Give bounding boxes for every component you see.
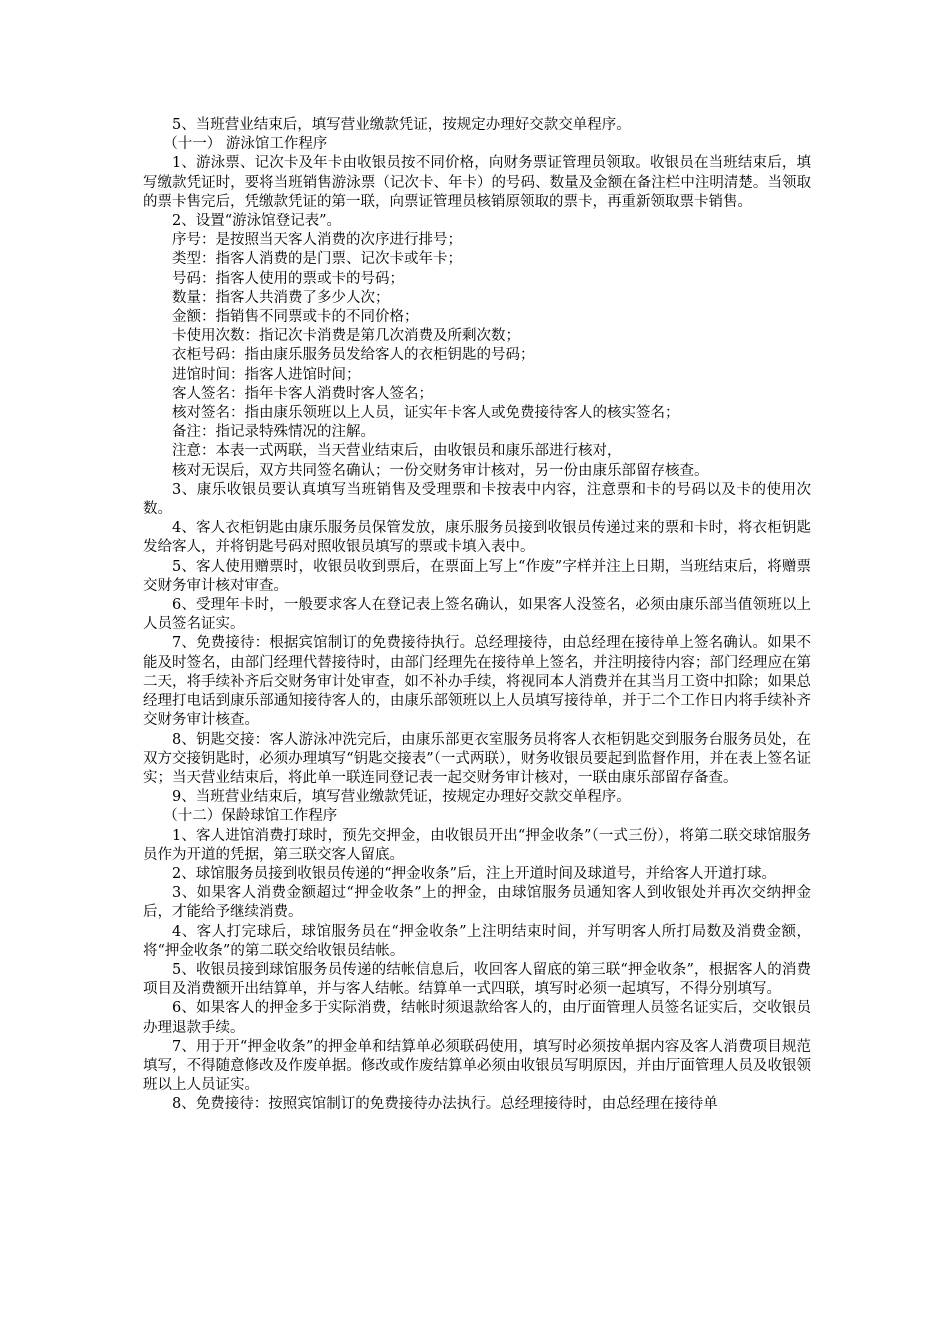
paragraph: 8、钥匙交接：客人游泳冲洗完后，由康乐部更衣室服务员将客人衣柜钥匙交到服务台服务员处，在双方交接钥匙时，必须办理填写“钥匙交接表”（一式两联），财务收银员要起到监督作用，并在表上签名证实；当天营业结束后，将此单一联连同登记表一起交财务审计核对，一联由康乐部留存备查。 [143, 731, 811, 786]
paragraph: 1、客人进馆消费打球时，预先交押金，由收银员开出“押金收条”（一式三份），将第二联交球馆服务员作为开道的凭据，第三联交客人留底。 [143, 827, 811, 863]
paragraph: 5、客人使用赠票时，收银员收到票后，在票面上写上“作废”字样并注上日期，当班结束后，将赠票交财务审计核对审查。 [143, 558, 811, 594]
paragraph: 5、当班营业结束后，填写营业缴款凭证，按规定办理好交款交单程序。 [172, 117, 631, 133]
paragraph: 4、客人衣柜钥匙由康乐服务员保管发放，康乐服务员接到收银员传递过来的票和卡时，将衣柜钥匙发给客人，并将钥匙号码对照收银员填写的票或卡填入表中。 [143, 520, 811, 556]
paragraph: 7、用于开“押金收条”的押金单和结算单必须联码使用，填写时必须按单据内容及客人消费项目规范填写，不得随意修改及作废单据。修改或作废结算单必须由收银员写明原因，并由厅面管理人员及收银领班以上人员证实。 [143, 1038, 811, 1094]
paragraph: 3、如果客人消费金额超过“押金收条”上的押金，由球馆服务员通知客人到收银处并再次交纳押金后，才能给予继续消费。 [143, 885, 811, 921]
paragraph: 号码：指客人使用的票或卡的号码； [172, 270, 404, 287]
paragraph: 数量：指客人共消费了多少人次； [172, 289, 390, 306]
paragraph: 8、免费接待：按照宾馆制订的免费接待办法执行。总经理接待时，由总经理在接待单 [172, 1096, 718, 1113]
document-page [143, 116, 811, 1115]
paragraph: 6、受理年卡时，一般要求客人在登记表上签名确认，如果客人没签名，必须由康乐部当值领班以上人员签名证实。 [143, 597, 811, 633]
paragraph: 核对无误后，双方共同签名确认；一份交财务审计核对，另一份由康乐部留存核查。 [172, 462, 709, 479]
paragraph: 卡使用次数：指记次卡消费是第几次消费及所剩次数； [172, 328, 520, 345]
paragraph: 4、客人打完球后，球馆服务员在“押金收条”上注明结束时间，并写明客人所打局数及消费金额，将“押金收条”的第二联交给收银员结帐。 [143, 923, 811, 959]
paragraph: 进馆时间：指客人进馆时间； [172, 366, 361, 383]
paragraph: 3、康乐收银员要认真填写当班销售及受理票和卡按表中内容，注意票和卡的号码以及卡的使用次数。 [143, 481, 811, 518]
paragraph: 9、当班营业结束后，填写营业缴款凭证，按规定办理好交款交单程序。 [172, 789, 631, 806]
section-heading: （十一） 游泳馆工作程序 [163, 136, 328, 153]
paragraph: 5、收银员接到球馆服务员传递的结帐信息后，收回客人留底的第三联“押金收条”，根据客人的消费项目及消费额开出结算单，并与客人结帐。结算单一式四联，填写时必须一起填写，不得分别填写。 [143, 961, 811, 998]
paragraph: 6、如果客人的押金多于实际消费，结帐时须退款给客人的，由厅面管理人员签名证实后，交收银员办理退款手续。 [143, 1000, 811, 1036]
paragraph: 客人签名：指年卡客人消费时客人签名； [172, 385, 433, 402]
paragraph: 类型：指客人消费的是门票、记次卡或年卡； [172, 251, 462, 268]
paragraph: 2、球馆服务员接到收银员传递的“押金收条”后，注上开道时间及球道号，并给客人开道打球。 [172, 865, 777, 882]
section-heading: （十二）保龄球馆工作程序 [163, 808, 338, 825]
paragraph: 1、游泳票、记次卡及年卡由收银员按不同价格，向财务票证管理员领取。收银员在当班结束后，填写缴款凭证时，要将当班销售游泳票（记次卡、年卡）的号码、数量及金额在备注栏中注明清楚。当领取的票卡售完后，凭缴款凭证的第一联，向票证管理员核销原领取的票卡，再重新领取票卡销售。 [143, 155, 811, 210]
paragraph: 核对签名：指由康乐领班以上人员，证实年卡客人或免费接待客人的核实签名； [172, 405, 680, 422]
paragraph: 7、免费接待：根据宾馆制订的免费接待执行。总经理接待，由总经理在接待单上签名确认。如果不能及时签名，由部门经理代替接待时，由部门经理先在接待单上签名，并注明接待内容；部门经理应在第二天，将手续补齐后交财务审计处审查，如不补办手续，将视同本人消费并在其当月工资中扣除；如果总经理打电话到康乐部通知接待客人的，由康乐部领班以上人员填写接待单，并于二个工作日内将手续补齐交财务审计核查。 [143, 635, 811, 729]
paragraph: 备注：指记录特殊情况的注解。 [172, 424, 375, 441]
paragraph: 2、设置“游泳馆登记表”。 [172, 213, 342, 230]
paragraph: 注意：本表一式两联，当天营业结束后，由收银员和康乐部进行核对， [172, 443, 622, 460]
paragraph: 金额：指销售不同票或卡的不同价格； [172, 309, 419, 326]
paragraph: 序号：是按照当天客人消费的次序进行排号； [172, 232, 462, 249]
paragraph: 衣柜号码：指由康乐服务员发给客人的衣柜钥匙的号码； [172, 347, 535, 364]
